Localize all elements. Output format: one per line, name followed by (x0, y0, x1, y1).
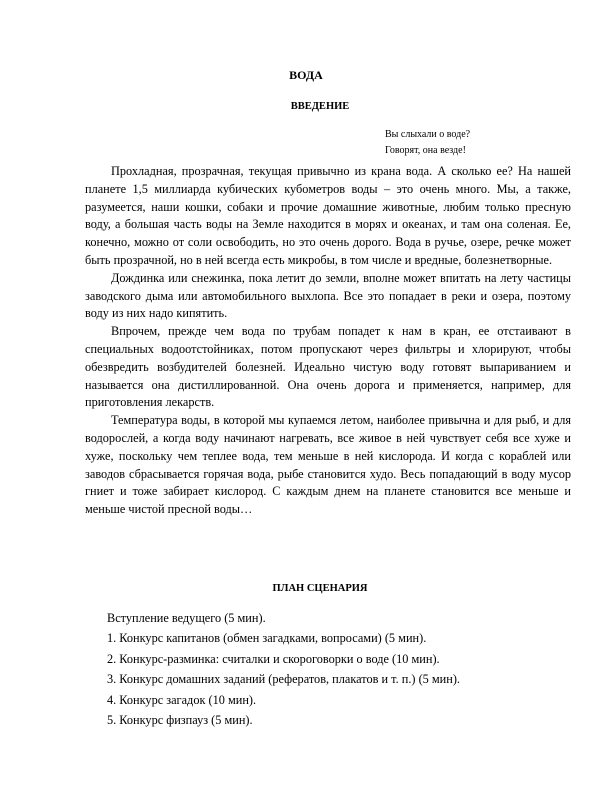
plan-item: 1. Конкурс капитанов (обмен загадками, вопросами) (5 мин). (107, 631, 427, 646)
plan-item: 5. Конкурс физпауз (5 мин). (107, 713, 253, 728)
introduction-body (85, 163, 571, 519)
paragraph: Температура воды, в которой мы купаемся летом, наиболее привычна и для рыб, и для водорослей, а когда воду начинают нагревать, все живое в ней чувствует себя все хуже и хуже, поскольку чем теплее вода, тем меньше в ней кислорода. И когда с кораблей или заводов сбрасывается горячая вода, рыбе становится худо. Весь попадающий в воду мусор гниет и тоже забирает кислород. С каждым днем на планете становится все меньше и меньше чистой пресной воды… (85, 413, 571, 517)
epigraph-line: Вы слыхали о воде? (385, 129, 471, 140)
plan-list (107, 608, 460, 730)
plan-item: 2. Конкурс-разминка: считалки и скороговорки о воде (10 мин). (107, 651, 440, 666)
document-title: ВОДА (289, 68, 323, 82)
paragraph: Прохладная, прозрачная, текущая привычно из крана вода. А сколько ее? На нашей планете 1,5 миллиарда кубических кубометров воды – это очень много. Мы, а также, разумеется, наши кошки, собаки и прочие домашние животные, любим только пресную воду, а большая часть воды на Земле находится в морях и океанах, и там она соленая. Ее, конечно, можно от соли освободить, но это очень дорого. Вода в ручье, озере, речке может быть прозрачной, но в ней всегда есть микробы, в том числе и вредные, болезнетворные. (85, 164, 571, 267)
epigraph (385, 127, 470, 159)
epigraph-line: Говорят, она везде! (385, 145, 466, 156)
plan-item: 4. Конкурс загадок (10 мин). (107, 692, 257, 707)
section-heading-plan: ПЛАН СЦЕНАРИЯ (272, 583, 368, 594)
plan-item: 3. Конкурс домашних заданий (рефератов, плакатов и т. п.) (5 мин). (107, 672, 461, 687)
plan-item: Вступление ведущего (5 мин). (107, 611, 266, 625)
section-heading-introduction: ВВЕДЕНИЕ (290, 101, 350, 112)
paragraph: Дождинка или снежинка, пока летит до земли, вполне может впитать на лету частицы заводского дыма или автомобильного выхлопа. Все это попадает в реки и озера, поэтому воду из них надо кипятить. (85, 270, 571, 321)
paragraph: Впрочем, прежде чем вода по трубам попадет к нам в кран, ее отстаивают в специальных водоотстойниках, потом пропускают через фильтры и хлорируют, чтобы обезвредить возбудителей болезней. Идеально чистую воду готовят выпариванием и называется она дистиллированной. Она очень дорога и применяется, например, для приготовления лекарств. (85, 324, 571, 410)
